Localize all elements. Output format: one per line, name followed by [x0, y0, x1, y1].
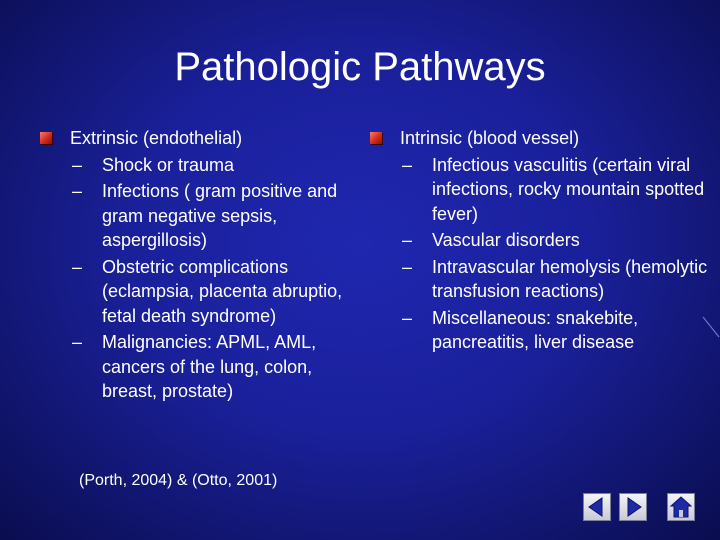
citation: (Porth, 2004) & (Otto, 2001) [79, 472, 278, 489]
square-bullet-icon [370, 132, 382, 144]
list-item-text: Infections ( gram positive and gram negative sepsis, aspergillosis) [102, 181, 338, 250]
left-sub-list [40, 153, 360, 404]
list-item [40, 255, 360, 329]
home-button[interactable] [667, 493, 695, 521]
right-heading-term: Intrinsic [400, 128, 463, 148]
list-item [370, 255, 710, 304]
dash-marker: – [402, 307, 413, 328]
left-heading [40, 126, 360, 151]
right-heading-qualifier: (blood vessel) [462, 128, 580, 148]
left-heading-qualifier: (endothelial) [138, 128, 243, 148]
left-heading-term: Extrinsic [70, 128, 139, 148]
dash-marker: – [402, 256, 413, 277]
list-item-text: Shock or trauma [102, 154, 235, 175]
list-item-text: Vascular disorders [432, 230, 580, 250]
list-item-text: Malignancies: APML, AML, cancers of the lung, colon, breast, prostate) [102, 332, 317, 401]
list-item [370, 306, 710, 355]
list-item [370, 153, 710, 227]
right-sub-list [370, 153, 710, 355]
previous-slide-icon [584, 494, 610, 520]
next-slide-button[interactable] [619, 493, 647, 521]
decorative-line [702, 316, 720, 338]
list-item-text: Infectious vasculitis (certain viral infections, rocky mountain spotted fever) [432, 154, 705, 224]
right-heading [370, 126, 710, 151]
dash-marker: – [402, 154, 413, 175]
previous-slide-button[interactable] [583, 493, 611, 521]
next-slide-icon [620, 494, 646, 520]
right-column [370, 126, 710, 357]
dash-marker: – [402, 230, 413, 250]
home-icon [668, 494, 694, 520]
slide-navigation [583, 493, 698, 523]
list-item [40, 153, 360, 178]
dash-marker: – [72, 332, 83, 352]
list-item [40, 330, 360, 404]
dash-marker: – [72, 181, 83, 201]
slide-title: Pathologic Pathways [174, 45, 546, 89]
list-item-text: Obstetric complications (eclampsia, placenta abruptio, fetal death syndrome) [102, 256, 343, 326]
dash-marker: – [72, 154, 83, 175]
list-item-text: Intravascular hemolysis (hemolytic transfusion reactions) [432, 256, 708, 301]
left-column [40, 126, 360, 406]
list-item [40, 179, 360, 253]
dash-marker: – [72, 256, 83, 277]
list-item-text: Miscellaneous: snakebite, pancreatitis, liver disease [432, 307, 639, 352]
list-item [370, 228, 710, 253]
square-bullet-icon [40, 132, 52, 144]
